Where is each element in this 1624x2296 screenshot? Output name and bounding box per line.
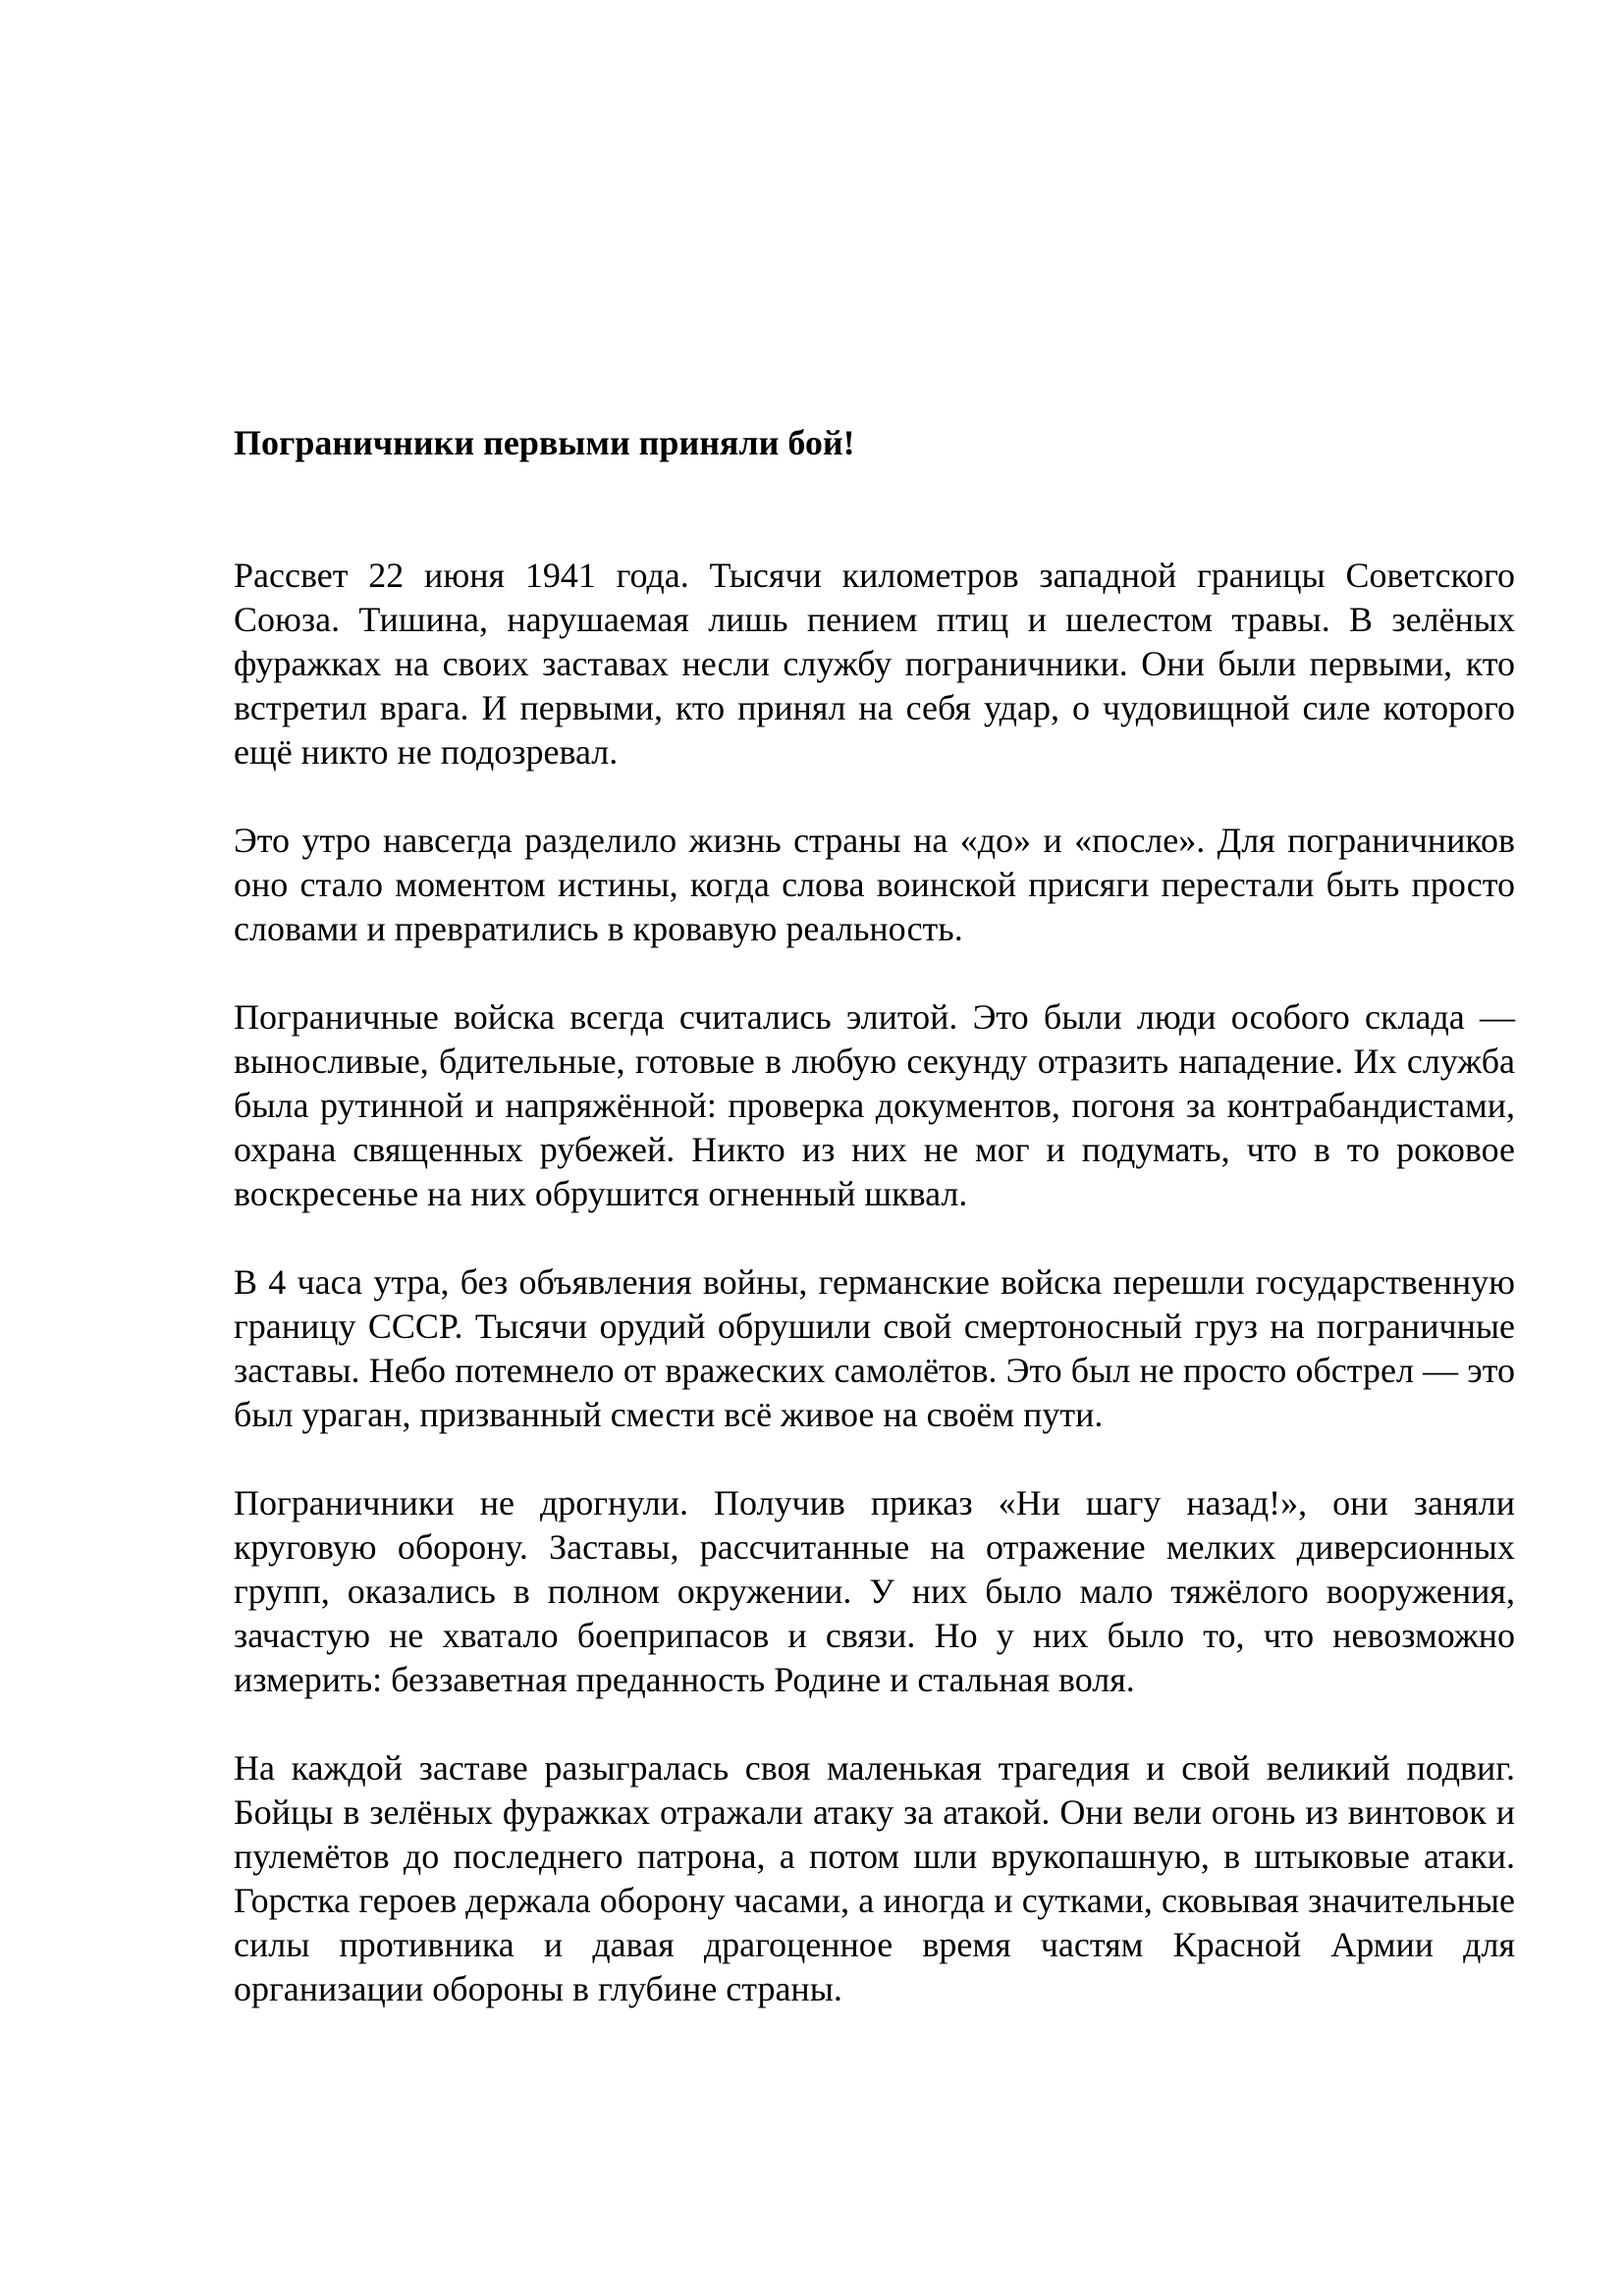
paragraph-6: На каждой заставе разыгралась своя маленькая трагедия и свой великий подвиг. Бойцы в зелёных фуражках отражали атаку за атакой. Они вели огонь из винтовок и пулемётов до последнего патрона, а потом шли врукопашную, в штыковые атаки. Горстка героев держала оборону часами, а иногда и сутками, сковывая значительные силы противника и давая драгоценное время частям Красной Армии для организации обороны в глубине страны. <box>234 1748 1515 2008</box>
document-body <box>234 421 1515 2011</box>
paragraph-4: В 4 часа утра, без объявления войны, германские войска перешли государственную границу СССР. Тысячи орудий обрушили свой смертоносный груз на пограничные заставы. Небо потемнело от вражеских самолётов. Это был не просто обстрел — это был ураган, призванный смести всё живое на своём пути. <box>234 1262 1515 1434</box>
spacer <box>234 951 1515 995</box>
spacer <box>234 1702 1515 1746</box>
spacer <box>234 1437 1515 1481</box>
spacer <box>234 774 1515 819</box>
spacer <box>234 465 1515 554</box>
paragraph-2: Это утро навсегда разделило жизнь страны на «до» и «после». Для пограничников оно стало моментом истины, когда слова воинской присяги перестали быть просто словами и превратились в кровавую реальность. <box>234 821 1515 948</box>
paragraph-5: Пограничники не дрогнули. Получив приказ «Ни шагу назад!», они заняли круговую оборону. Заставы, рассчитанные на отражение мелких диверсионных групп, оказались в полном окружении. У них было мало тяжёлого вооружения, зачастую не хватало боеприпасов и связи. Но у них было то, что невозможно измерить: беззаветная преданность Родине и стальная воля. <box>234 1483 1515 1699</box>
paragraph-3: Пограничные войска всегда считались элитой. Это были люди особого склада — выносливые, бдительные, готовые в любую секунду отразить нападение. Их служба была рутинной и напряжённой: проверка документов, погоня за контрабандистами, охрана священных рубежей. Никто из них не мог и подумать, что в то роковое воскресенье на них обрушится огненный шквал. <box>234 997 1515 1213</box>
document-title: Пограничники первыми приняли бой! <box>234 423 855 462</box>
spacer <box>234 1216 1515 1260</box>
paragraph-1: Рассвет 22 июня 1941 года. Тысячи километров западной границы Советского Союза. Тишина, нарушаемая лишь пением птиц и шелестом травы. В зелёных фуражках на своих заставах несли службу пограничники. Они были первыми, кто встретил врага. И первыми, кто принял на себя удар, о чудовищной силе которого ещё никто не подозревал. <box>234 556 1515 772</box>
